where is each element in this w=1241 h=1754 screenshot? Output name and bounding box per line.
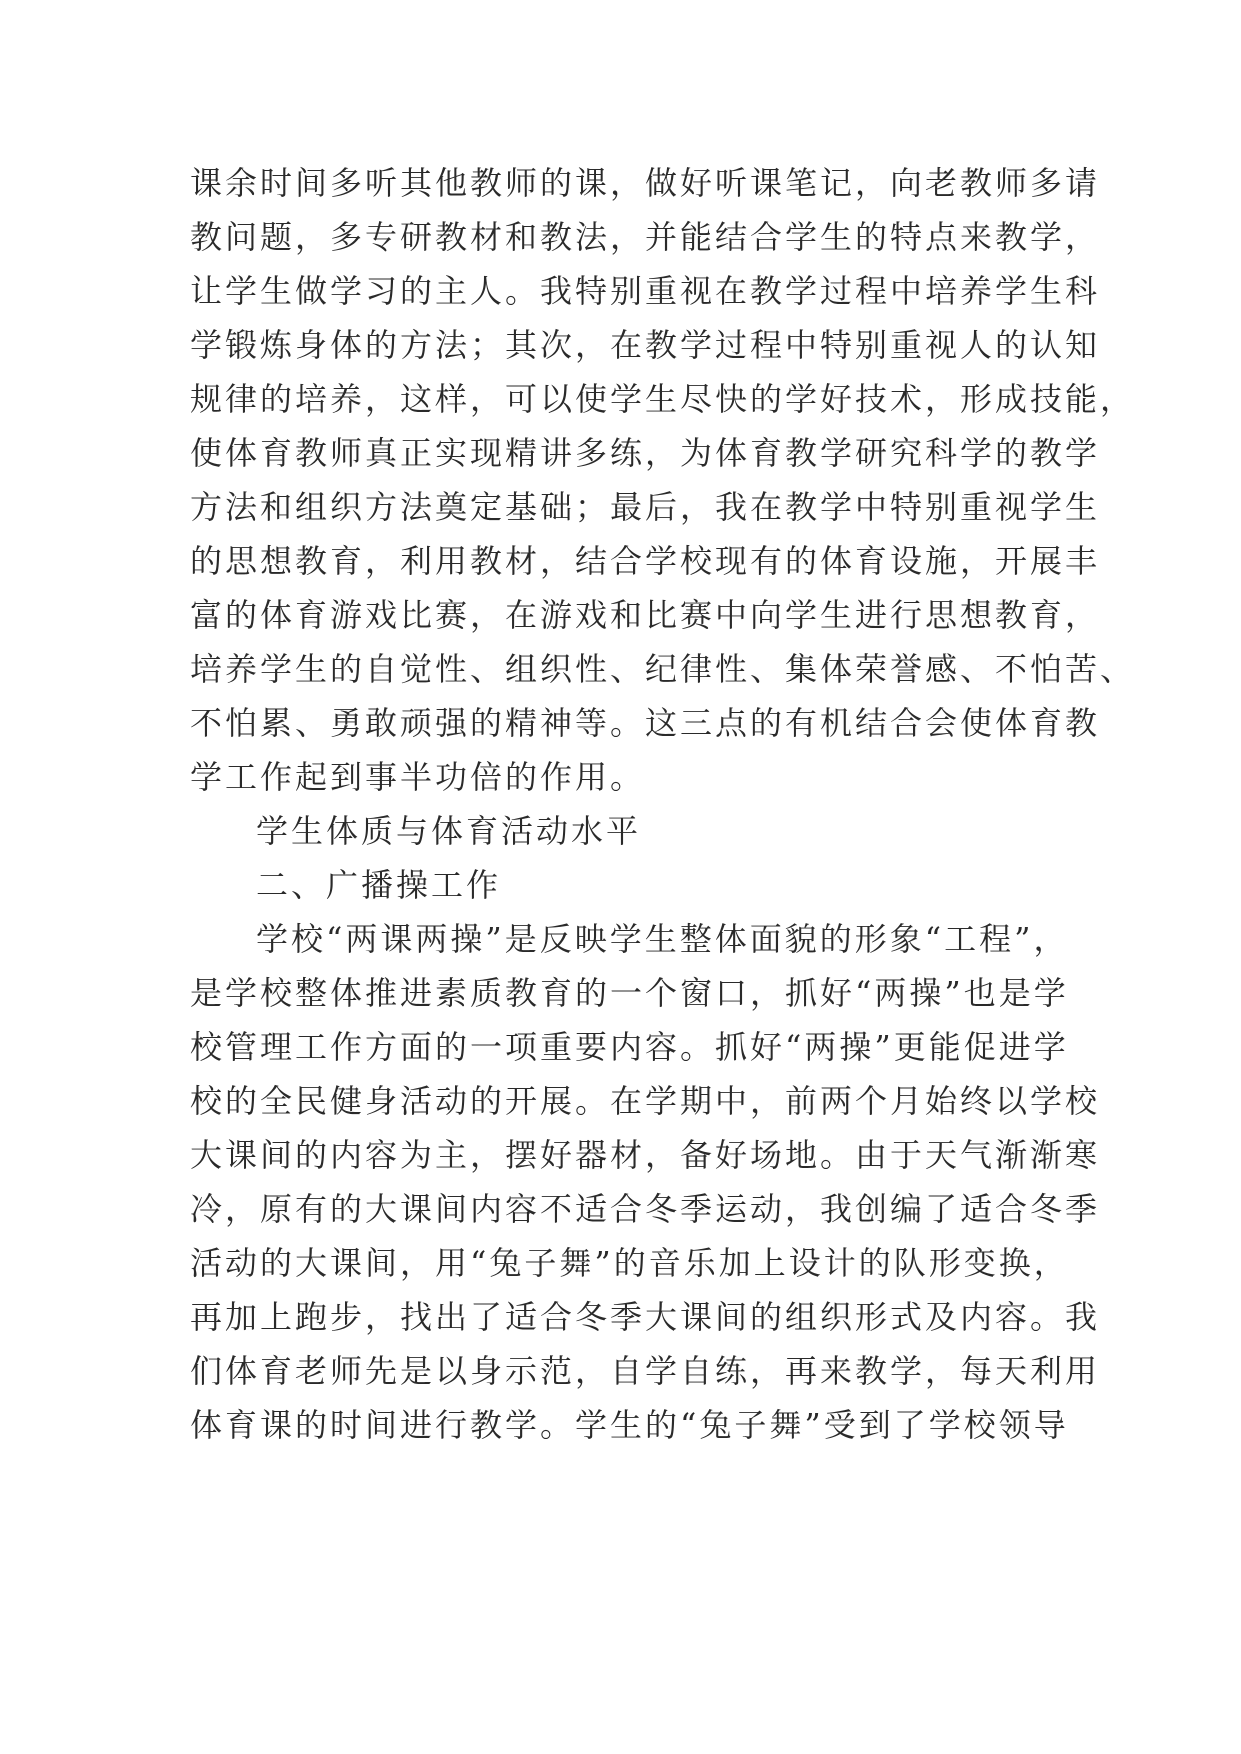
section-heading: 学生体质与体育活动水平 <box>256 812 642 850</box>
text-line: 冷，原有的大课间内容不适合冬季运动，我创编了适合冬季 <box>190 1190 1101 1228</box>
text-line: 富的体育游戏比赛，在游戏和比赛中向学生进行思想教育， <box>190 596 1101 634</box>
section-heading: 二、广播操工作 <box>256 866 502 904</box>
text-line: 校管理工作方面的一项重要内容。抓好“两操”更能促进学 <box>190 1028 1069 1066</box>
text-line: 学锻炼身体的方法；其次，在教学过程中特别重视人的认知 <box>190 326 1101 364</box>
text-line: 学工作起到事半功倍的作用。 <box>190 758 646 796</box>
text-line: 培养学生的自觉性、组织性、纪律性、集体荣誉感、不怕苦、 <box>190 650 1136 688</box>
body-text <box>190 156 1136 1452</box>
text-line: 再加上跑步，找出了适合冬季大课间的组织形式及内容。我 <box>190 1298 1101 1336</box>
text-line: 教问题，多专研教材和教法，并能结合学生的特点来教学， <box>190 218 1101 256</box>
text-line: 方法和组织方法奠定基础；最后，我在教学中特别重视学生 <box>190 488 1101 526</box>
text-line: 校的全民健身活动的开展。在学期中，前两个月始终以学校 <box>190 1082 1101 1120</box>
text-line: 让学生做学习的主人。我特别重视在教学过程中培养学生科 <box>190 272 1101 310</box>
text-line: 课余时间多听其他教师的课，做好听课笔记，向老教师多请 <box>190 164 1101 202</box>
text-line: 规律的培养，这样，可以使学生尽快的学好技术，形成技能， <box>190 380 1136 418</box>
text-line: 们体育老师先是以身示范，自学自练，再来教学，每天利用 <box>190 1352 1101 1390</box>
text-line: 学校“两课两操”是反映学生整体面貌的形象“工程”， <box>256 920 1069 958</box>
text-line: 是学校整体推进素质教育的一个窗口，抓好“两操”也是学 <box>190 974 1069 1012</box>
text-line: 大课间的内容为主，摆好器材，备好场地。由于天气渐渐寒 <box>190 1136 1101 1174</box>
text-line: 使体育教师真正实现精讲多练，为体育教学研究科学的教学 <box>190 434 1101 472</box>
text-line: 活动的大课间，用“兔子舞”的音乐加上设计的队形变换， <box>190 1244 1069 1282</box>
text-line: 不怕累、勇敢顽强的精神等。这三点的有机结合会使体育教 <box>190 704 1101 742</box>
text-line: 体育课的时间进行教学。学生的“兔子舞”受到了学校领导 <box>190 1406 1069 1444</box>
text-line: 的思想教育，利用教材，结合学校现有的体育设施，开展丰 <box>190 542 1101 580</box>
